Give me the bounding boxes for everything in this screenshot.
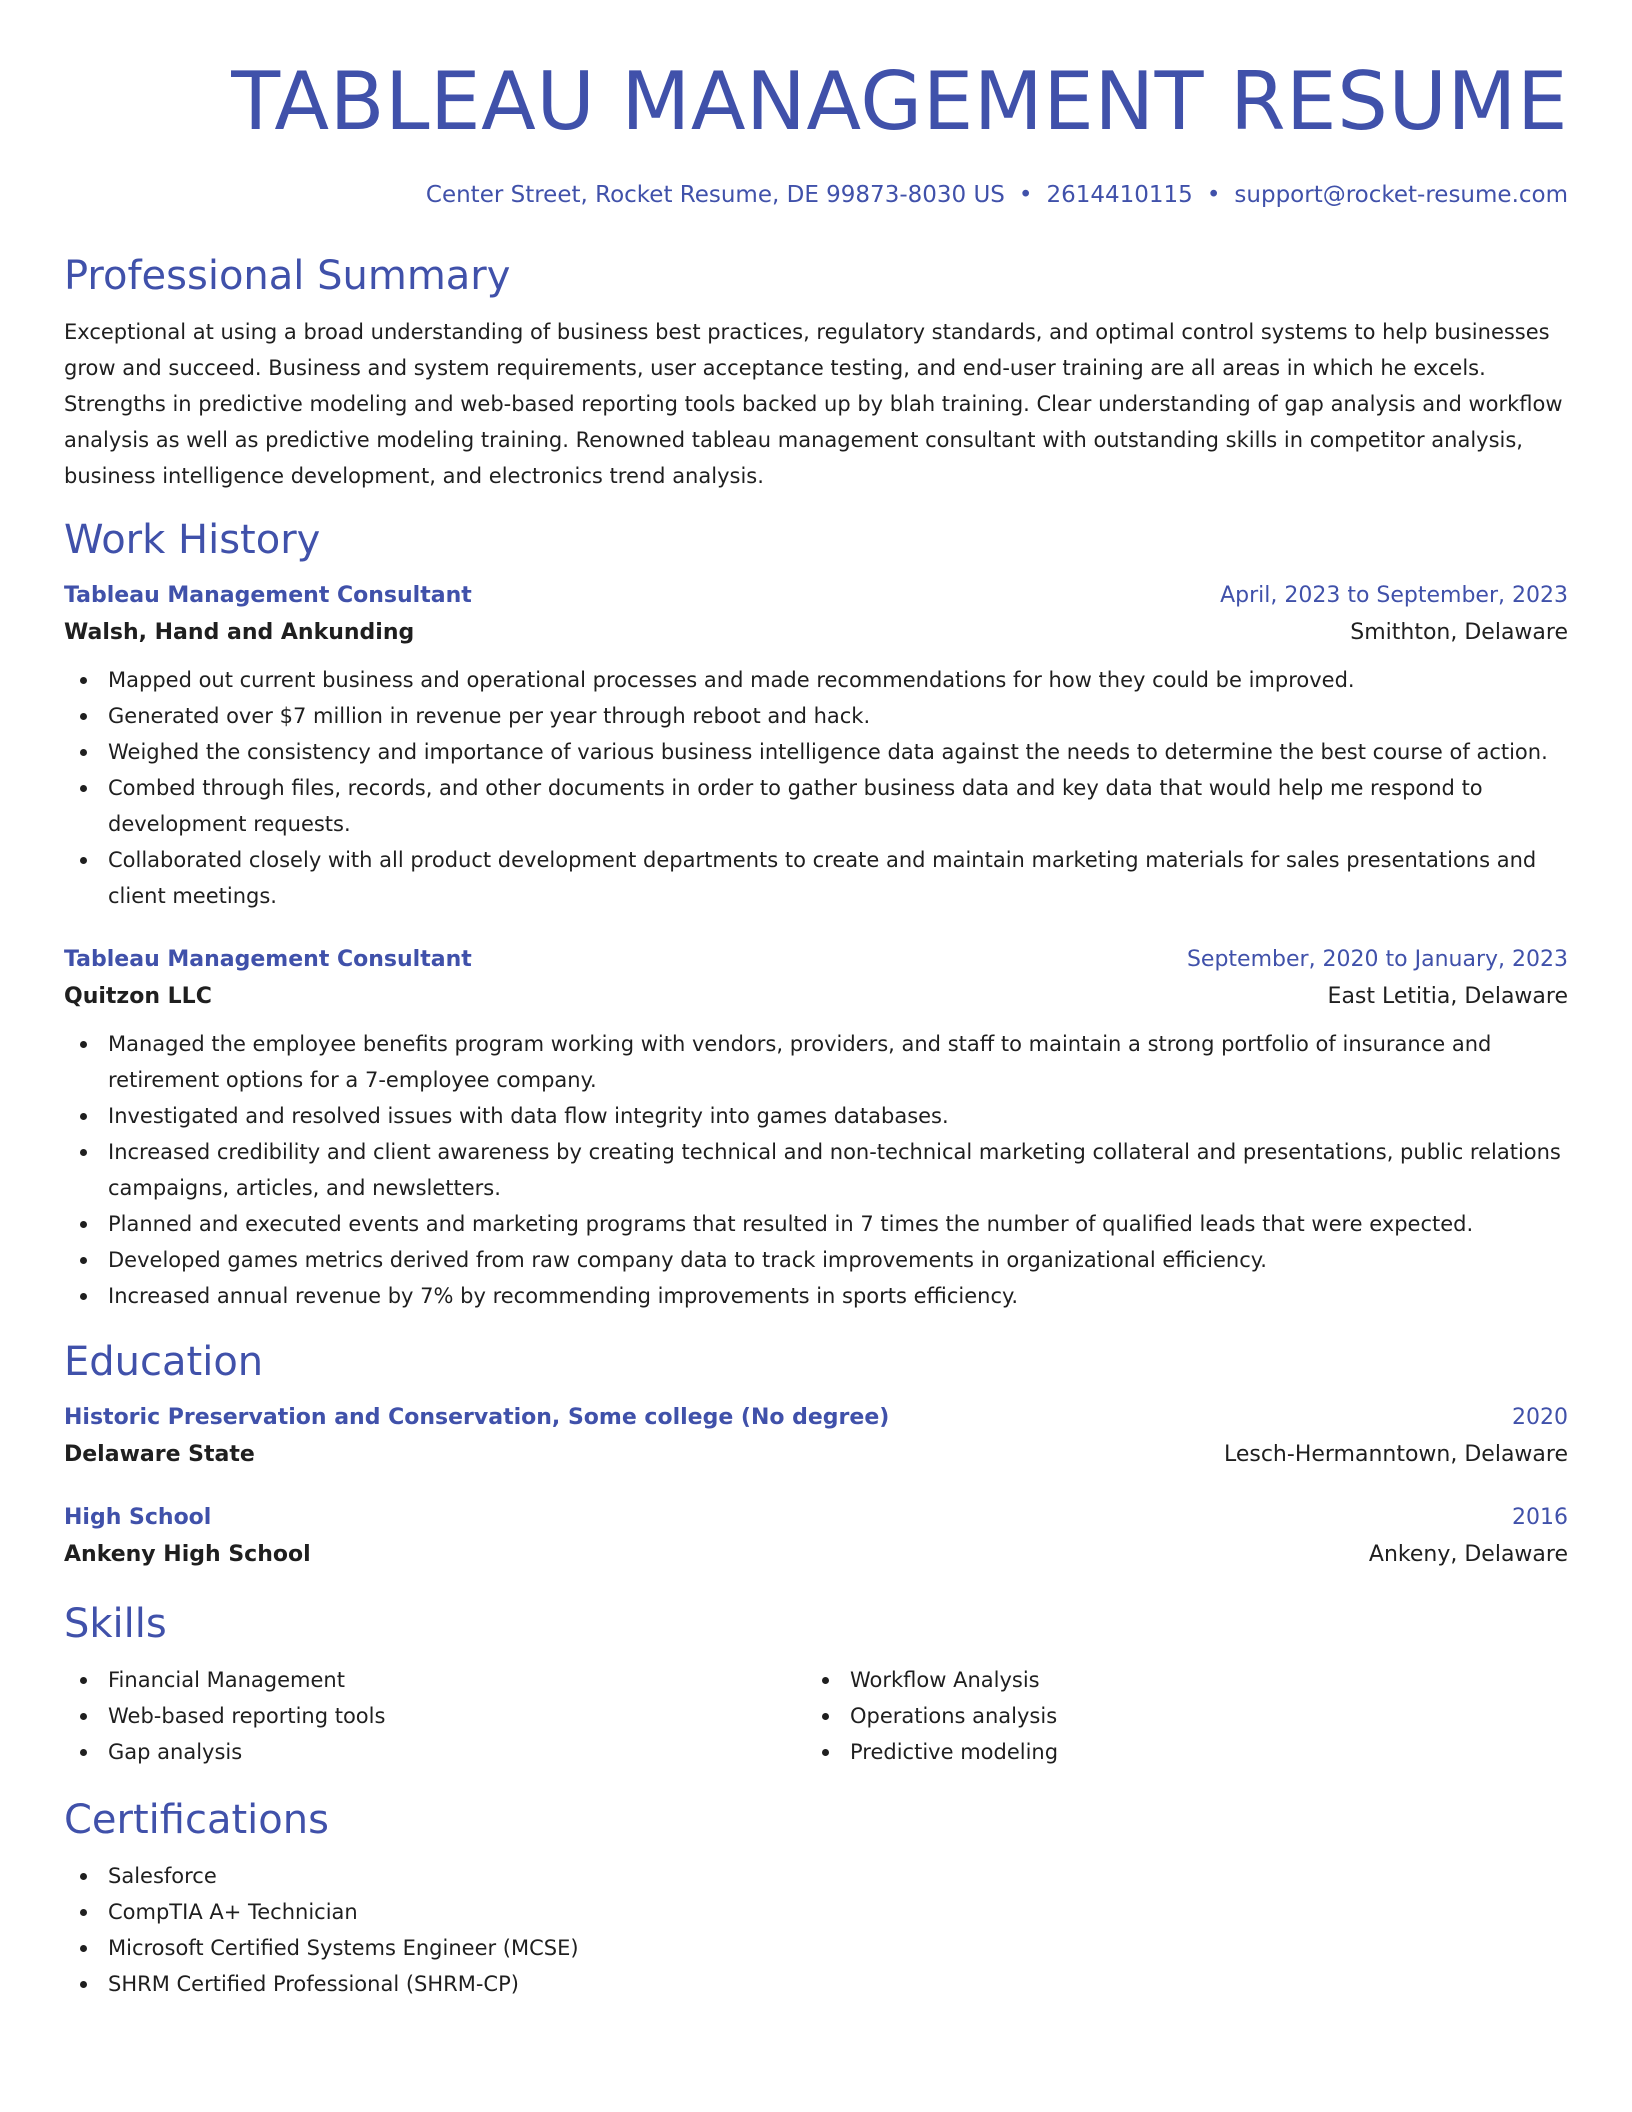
bullet-dot: [80, 1873, 87, 1880]
bullet-dot: [80, 1909, 87, 1916]
bullet-text: Generated over $7 million in revenue per year through reboot and hack.: [108, 704, 871, 728]
education-school-row: [64, 1538, 1568, 1572]
bullet-dot: [80, 1221, 87, 1228]
work-history-heading: Work History: [64, 517, 321, 563]
bullet-dot: [80, 1113, 87, 1120]
skill-text: Financial Management: [108, 1668, 345, 1692]
bullet-dot: [822, 1677, 829, 1684]
skill-text: Web-based reporting tools: [108, 1704, 386, 1728]
bullet-dot: [80, 785, 87, 792]
job-bullet: [64, 842, 1568, 914]
bullet-dot: [80, 1677, 87, 1684]
bullet-dot: [80, 1713, 87, 1720]
job-bullet: [64, 1026, 1568, 1098]
job-title-row: [64, 944, 1568, 976]
job-bullets: [64, 1026, 1568, 1314]
job-entry: [64, 944, 1568, 1314]
contact-line: [64, 178, 1568, 212]
contact-email: support@rocket-resume.com: [1234, 182, 1568, 208]
bullet-dot: [822, 1713, 829, 1720]
certification-item: [64, 1966, 1568, 2002]
job-bullet: [64, 734, 1568, 770]
skill-item: [64, 1734, 806, 1770]
bullet-dot: [80, 677, 87, 684]
bullet-text: Planned and executed events and marketing programs that resulted in 7 times the number of qualified leads that were expected.: [108, 1212, 1474, 1236]
certification-text: SHRM Certified Professional (SHRM-CP): [108, 1972, 519, 1996]
education-degree: Historic Preservation and Conservation, Some college (No degree): [64, 1405, 890, 1430]
certification-text: Microsoft Certified Systems Engineer (MCSE): [108, 1936, 579, 1960]
skill-text: Workflow Analysis: [850, 1668, 1040, 1692]
bullet-text: Increased credibility and client awareness by creating technical and non-technical marketing collateral and presentations, public relations campaigns, articles, and newsletters.: [108, 1140, 1561, 1200]
job-bullet: [64, 770, 1568, 842]
bullet-dot: [80, 1293, 87, 1300]
summary-text: Exceptional at using a broad understanding of business best practices, regulatory standards, and optimal control systems to help businesses grow and succeed. Business and system requirements, user acceptance testing, and end-user training are all areas in which he excels. Strengths in predictive modeling and web-based reporting tools backed up by blah training. Clear understanding of gap analysis and workflow analysis as well as predictive modeling training. Renowned tableau management consultant with outstanding skills in competitor analysis, business intelligence development, and electronics trend analysis.: [64, 320, 1563, 488]
bullet-text: Investigated and resolved issues with data flow integrity into games databases.: [108, 1104, 949, 1128]
certification-item: [64, 1930, 1568, 1966]
job-bullet: [64, 1098, 1568, 1134]
education-degree: High School: [64, 1505, 212, 1530]
bullet-dot: [822, 1749, 829, 1756]
job-bullet: [64, 698, 1568, 734]
education-school-row: [64, 1438, 1568, 1472]
education-degree-row: [64, 1502, 1568, 1534]
job-bullet: [64, 1278, 1568, 1314]
skill-item: [64, 1662, 806, 1698]
certification-item: [64, 1858, 1568, 1894]
bullet-dot: [80, 713, 87, 720]
bullet-dot: [80, 749, 87, 756]
education-year: 2016: [1512, 1505, 1568, 1530]
certifications-heading: Certifications: [64, 1797, 329, 1843]
skills-list-left: [64, 1662, 806, 1770]
bullet-text: Weighed the consistency and importance of various business intelligence data against the needs to determine the best course of action.: [108, 740, 1548, 764]
job-entry: [64, 580, 1568, 914]
education-school: Ankeny High School: [64, 1542, 311, 1567]
certifications-list: [64, 1858, 1568, 2002]
contact-separator: •: [1206, 182, 1221, 208]
bullet-text: Collaborated closely with all product development departments to create and maintain marketing materials for sales presentations and client meetings.: [108, 848, 1537, 908]
job-dates: April, 2023 to September, 2023: [1220, 583, 1568, 608]
job-dates: September, 2020 to January, 2023: [1186, 947, 1568, 972]
education-school: Delaware State: [64, 1442, 255, 1467]
bullet-text: Mapped out current business and operational processes and made recommendations for how they could be improved.: [108, 668, 1355, 692]
job-bullet: [64, 662, 1568, 698]
contact-phone: 2614410115: [1046, 182, 1193, 208]
bullet-dot: [80, 1945, 87, 1952]
skill-item: [806, 1734, 1548, 1770]
bullet-text: Combed through files, records, and other documents in order to gather business data and key data that would help me respond to development requests.: [108, 776, 1483, 836]
summary-heading: Professional Summary: [64, 253, 511, 299]
education-location: Lesch-Hermanntown, Delaware: [1223, 1442, 1568, 1467]
bullet-dot: [80, 1149, 87, 1156]
skills-grid: [64, 1662, 1568, 1770]
job-company: Walsh, Hand and Ankunding: [64, 620, 415, 645]
skill-item: [806, 1662, 1548, 1698]
resume-name: TABLEAU MANAGEMENT RESUME: [231, 55, 1568, 148]
bullet-text: Managed the employee benefits program working with vendors, providers, and staff to maintain a strong portfolio of insurance and retirement options for a 7-employee company.: [108, 1032, 1492, 1092]
skill-text: Predictive modeling: [850, 1740, 1059, 1764]
bullet-dot: [80, 1041, 87, 1048]
skills-heading: Skills: [64, 1601, 167, 1647]
resume-page: [64, 0, 1568, 2002]
job-company-row: [64, 980, 1568, 1014]
contact-separator: •: [1018, 182, 1033, 208]
certification-text: Salesforce: [108, 1864, 217, 1888]
bullet-dot: [80, 1257, 87, 1264]
bullet-text: Increased annual revenue by 7% by recommending improvements in sports efficiency.: [108, 1284, 1019, 1308]
bullet-dot: [80, 857, 87, 864]
job-bullet: [64, 1242, 1568, 1278]
skill-item: [806, 1698, 1548, 1734]
skill-item: [64, 1698, 806, 1734]
job-location: East Letitia, Delaware: [1327, 984, 1568, 1009]
job-company-row: [64, 616, 1568, 650]
job-bullet: [64, 1206, 1568, 1242]
bullet-text: Developed games metrics derived from raw company data to track improvements in organizational efficiency.: [108, 1248, 1267, 1272]
skills-list-right: [806, 1662, 1548, 1770]
certification-text: CompTIA A+ Technician: [108, 1900, 358, 1924]
bullet-dot: [80, 1981, 87, 1988]
job-company: Quitzon LLC: [64, 984, 212, 1009]
job-bullet: [64, 1134, 1568, 1206]
contact-address: Center Street, Rocket Resume, DE 99873-8030 US: [425, 182, 1005, 208]
education-entry: [64, 1402, 1568, 1472]
education-entry: [64, 1502, 1568, 1572]
education-degree-row: [64, 1402, 1568, 1434]
job-title: Tableau Management Consultant: [64, 583, 472, 608]
job-title-row: [64, 580, 1568, 612]
job-location: Smithton, Delaware: [1350, 620, 1568, 645]
education-location: Ankeny, Delaware: [1368, 1542, 1568, 1567]
skill-text: Operations analysis: [850, 1704, 1058, 1728]
skill-text: Gap analysis: [108, 1740, 243, 1764]
job-bullets: [64, 662, 1568, 914]
education-year: 2020: [1512, 1405, 1568, 1430]
education-heading: Education: [64, 1339, 264, 1385]
certification-item: [64, 1894, 1568, 1930]
bullet-dot: [80, 1749, 87, 1756]
job-title: Tableau Management Consultant: [64, 947, 472, 972]
